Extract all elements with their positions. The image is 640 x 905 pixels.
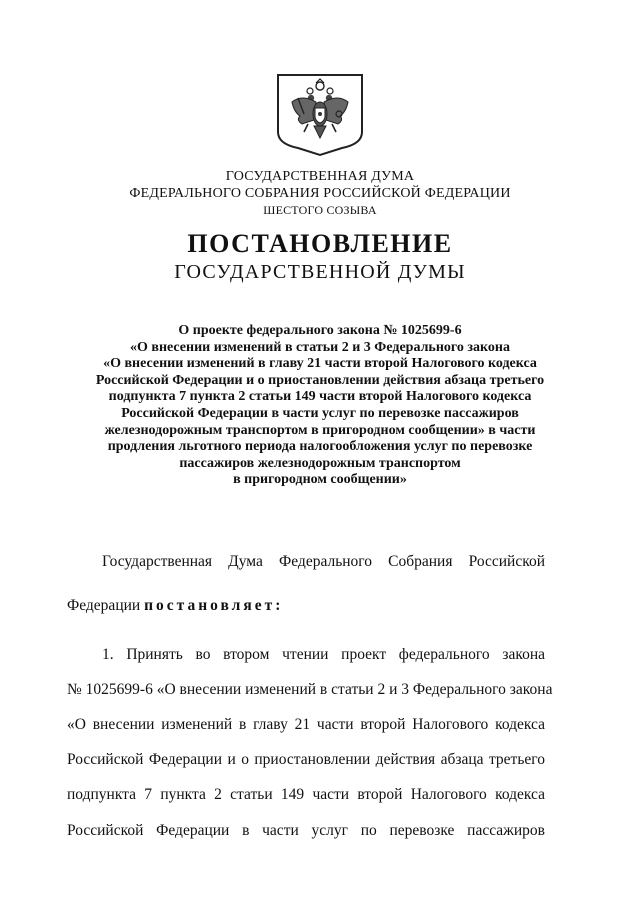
subject-block <box>0 323 640 489</box>
doc-issuer: ГОСУДАРСТВЕННОЙ ДУМЫ <box>174 261 466 283</box>
item1-line: Российской Федерации в части услуг по перевозке пассажиров <box>67 822 545 839</box>
subject-line: Российской Федерации в части услуг по перевозке пассажиров <box>121 405 519 421</box>
subject-line: О проекте федерального закона № 1025699-6 <box>178 323 462 338</box>
org-name-line2: ФЕДЕРАЛЬНОГО СОБРАНИЯ РОССИЙСКОЙ ФЕДЕРАЦИИ <box>129 186 511 201</box>
state-emblem-icon <box>272 72 368 158</box>
item1-line: 1. Принять во втором чтении проект федерального закона <box>102 646 545 663</box>
convocation: ШЕСТОГО СОЗЫВА <box>263 203 377 217</box>
item1-line: № 1025699-6 «О внесении изменений в статьи 2 и 3 Федерального закона <box>67 681 553 698</box>
org-name-line1: ГОСУДАРСТВЕННАЯ ДУМА <box>225 169 415 184</box>
subject-line: продления льготного периода налогообложения услуг по перевозке <box>107 439 533 455</box>
subject-line: подпункта 7 пункта 2 статьи 149 части второй Налогового кодекса <box>108 389 532 405</box>
subject-line: в пригородном сообщении» <box>233 472 407 488</box>
preamble-verb: постановляет: <box>144 597 284 614</box>
subject-line: Российской Федерации и о приостановлении действия абзаца третьего <box>95 372 545 388</box>
doc-type-title: ПОСТАНОВЛЕНИЕ <box>187 229 453 258</box>
subject-line: железнодорожным транспортом в пригородном сообщении» в части <box>104 422 536 438</box>
item1-line: «О внесении изменений в главу 21 части второй Налогового кодекса <box>67 716 545 733</box>
subject-line: пассажиров железнодорожным транспортом <box>179 455 461 471</box>
item1-line: Российской Федерации и о приостановлении действия абзаца третьего <box>67 751 545 768</box>
preamble-start: Федерации <box>67 597 141 614</box>
preamble-line <box>67 597 545 615</box>
subject-line: «О внесении изменений в главу 21 части второй Налогового кодекса <box>103 356 537 372</box>
item1-line: подпункта 7 пункта 2 статьи 149 части второй Налогового кодекса <box>67 786 545 803</box>
subject-line: «О внесении изменений в статьи 2 и 3 Федерального закона <box>130 339 510 355</box>
preamble-line: Государственная Дума Федерального Собрания Российской <box>102 553 545 570</box>
